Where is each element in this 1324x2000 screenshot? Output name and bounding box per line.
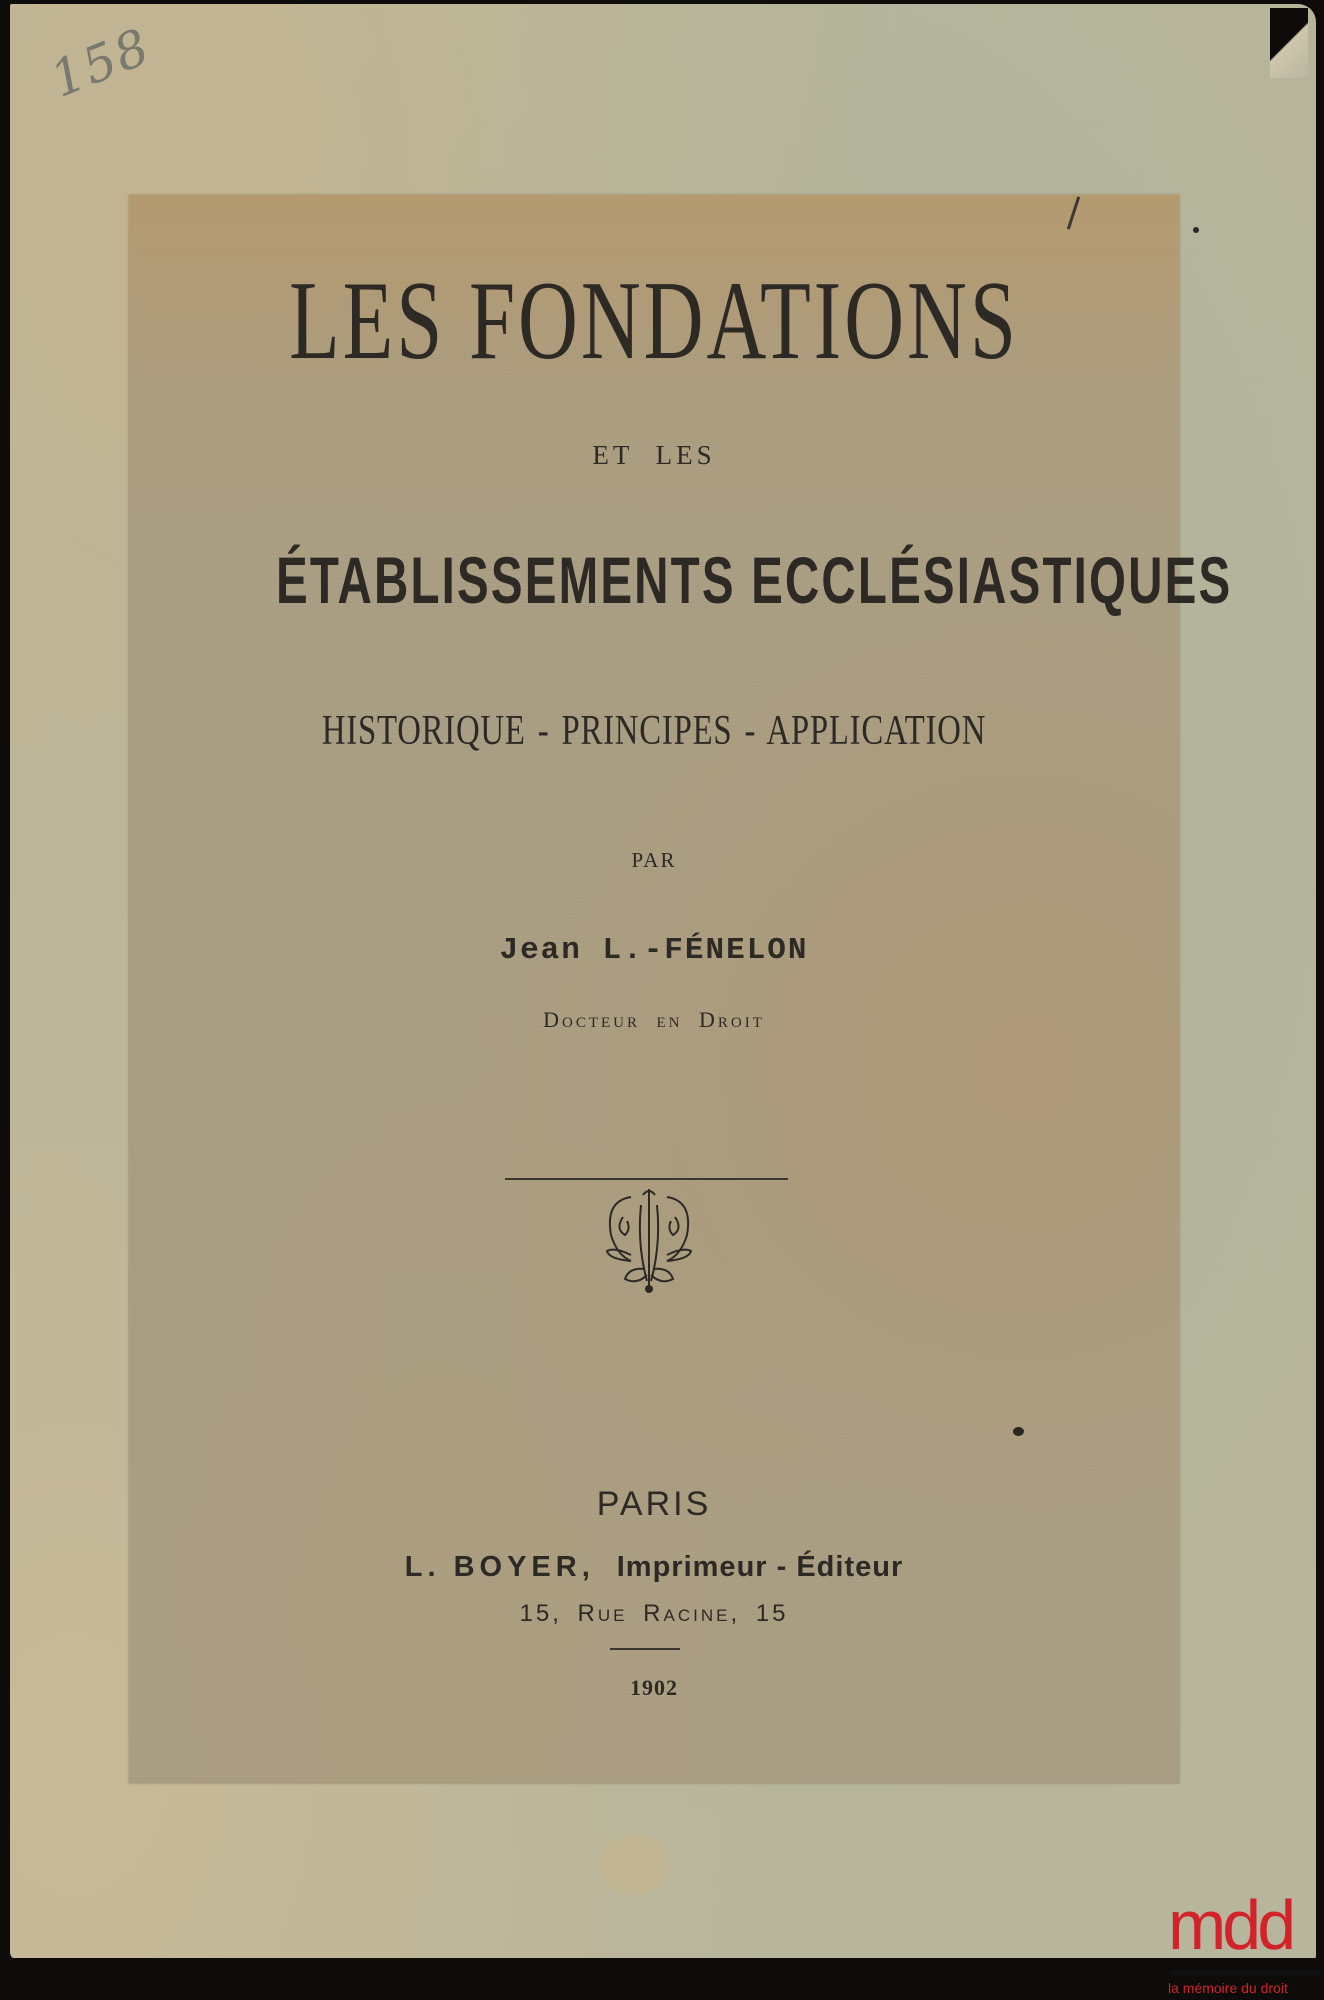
ink-dot bbox=[1193, 227, 1199, 233]
publisher-name: L. BOYER, bbox=[404, 1551, 595, 1583]
logo-mark: mdd bbox=[1168, 1886, 1293, 1964]
by-label: PAR bbox=[631, 848, 677, 872]
author-name: Jean L.-FÉNELON bbox=[499, 933, 809, 968]
divider-rule-small bbox=[610, 1648, 680, 1650]
title-secondary: ÉTABLISSEMENTS ECCLÉSIASTIQUES bbox=[276, 543, 1233, 617]
subtitle: HISTORIQUE - PRINCIPES - APPLICATION bbox=[321, 708, 987, 754]
publisher-address: 15, Rue Racine, 15 bbox=[519, 1600, 789, 1627]
logo-underline bbox=[1170, 1970, 1320, 1976]
folded-corner bbox=[1270, 8, 1308, 78]
ink-spot bbox=[1013, 1427, 1024, 1436]
scan-border bbox=[0, 1958, 1324, 2000]
publication-city: PARIS bbox=[596, 1485, 712, 1523]
water-stain bbox=[599, 1835, 669, 1895]
author-degree: Docteur en Droit bbox=[543, 1007, 765, 1032]
publisher-role: Imprimeur - Éditeur bbox=[616, 1551, 904, 1583]
title-label bbox=[129, 195, 1233, 1783]
publication-year: 1902 bbox=[630, 1675, 678, 1700]
ornament-icon bbox=[601, 1185, 697, 1295]
divider-rule bbox=[505, 1178, 788, 1180]
title-connector: ET LES bbox=[592, 440, 716, 470]
pencil-annotation: 158 bbox=[42, 17, 159, 109]
title-main: LES FONDATIONS bbox=[289, 259, 1019, 383]
watermark-logo bbox=[1160, 1886, 1324, 2000]
logo-tagline: la mémoire du droit bbox=[1168, 1980, 1288, 1996]
publisher-line bbox=[129, 1551, 1179, 1584]
